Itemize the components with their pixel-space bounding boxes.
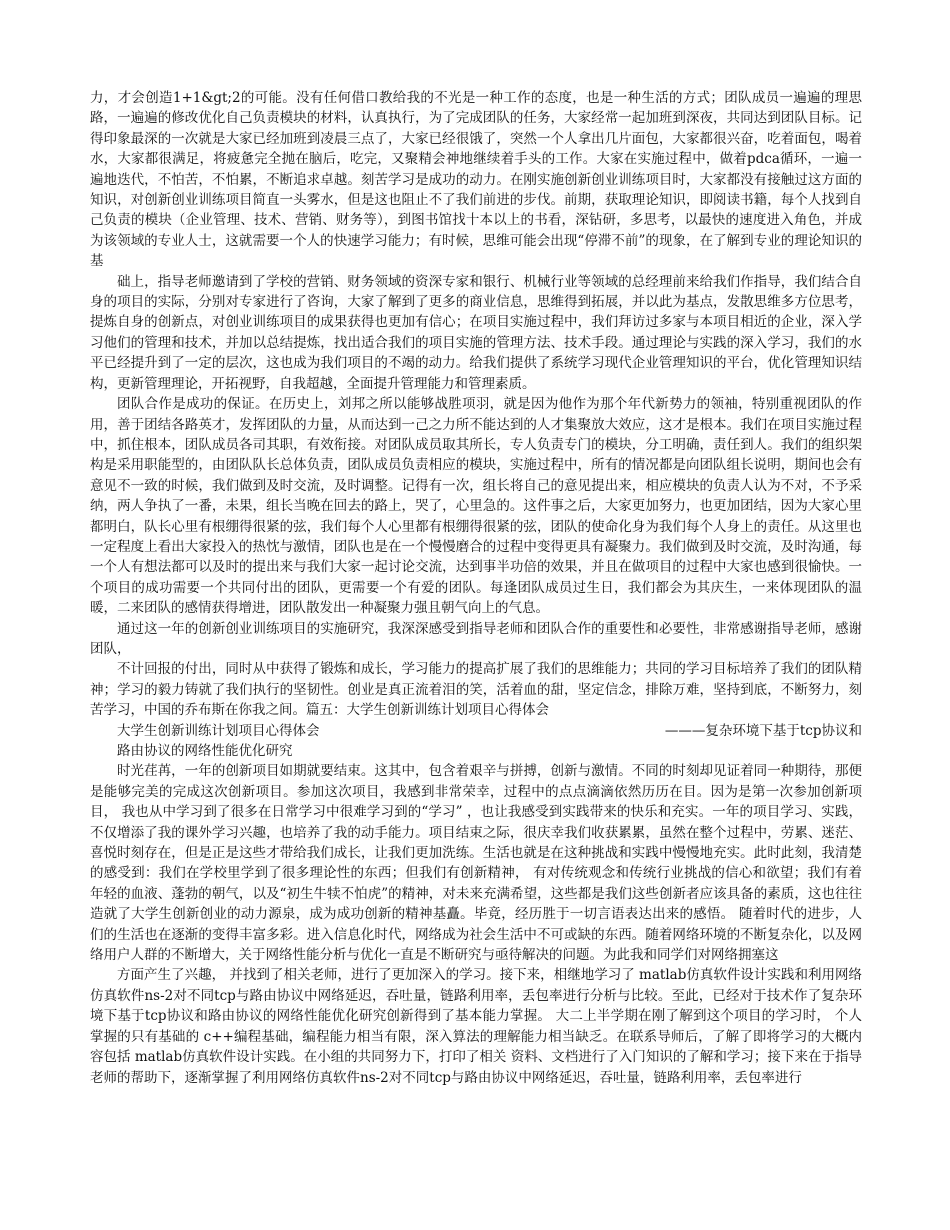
essay-subtitle-continued: 路由协议的网络性能优化研究 [117,743,293,759]
essay-subtitle: ———复杂环境下基于tcp协议和 [664,722,862,739]
paragraph-4: 通过这一年的创新创业训练项目的实施研究，我深深感受到指导老师和团队合作的重要性和必要性，非常感谢指导老师，感谢团队， [90,620,862,657]
paragraph-5: 不计回报的付出，同时从中获得了锻炼和成长，学习能力的提高扩展了我们的思维能力；共同的学习目标培养了我们的团队精神；学习的毅力铸就了我们执行的坚韧性。创业是真正流着泪的笑，活着血的甜，坚定信念，排除万难，坚持到底，不断努力，刻苦学习，中国的乔布斯在你我之间。篇五：大学生创新训练计划项目心得体会 [90,661,862,719]
paragraph-7: 方面产生了兴趣， 并找到了相关老师，进行了更加深入的学习。接下来，相继地学习了 matlab仿真软件设计实践和利用网络仿真软件ns-2对不同tcp与路由协议中网络延迟，吞吐量，链路利用率，丢包率进行分析与比较。至此，已经对于技术作了复杂环境下基于tcp协议和路由协议的网络性能优化研究创新得到了基本能力掌握。 大二上半学期在刚了解到这个项目的学习时， 个人掌握的只有基础的 c++编程基础，编程能力相当有限，深入算法的理解能力相当缺乏。在联系导师后，了解了即将学习的大概内容包括 matlab仿真软件设计实践。在小组的共同努力下，打印了相关 资料、文档进行了入门知识的了解和学习；接下来在于指导老师的帮助下，逐渐掌握了利用网络仿真软件ns-2对不同tcp与路由协议中网络延迟，吞吐量，链路利用率，丢包率进行 [90,967,862,1086]
paragraph-1: 力，才会创造1+1&gt;2的可能。没有任何借口教给我的不光是一种工作的态度，也是一种生活的方式；团队成员一遍遍的理思路，一遍遍的修改优化自己负责模块的材料，认真执行，为了完成团队的任务，大家经常一起加班到深夜，共同达到团队目标。记得印象最深的一次就是大家已经加班到凌晨三点了，大家已经很饿了，突然一个人拿出几片面包，大家都很兴奋，吃着面包，喝着水，大家都很满足，将疲惫完全抛在脑后，吃完，又聚精会神地继续着手头的工作。大家在实施过程中，做着pdca循环，一遍一遍地迭代，不怕苦，不怕累，不断追求卓越。刻苦学习是成功的动力。在刚实施创新创业训练项目时，大家都没有接触过这方面的知识，对创新创业训练项目简直一头雾水，但是这也阻止不了我们前进的步伐。前期，获取理论知识，即阅读书籍，每个人找到自己负责的模块（企业管理、技术、营销、财务等），到图书馆找十本以上的书看，深钻研，多思考，以最快的速度进入角色，并成为该领域的专业人士，这就需要一个人的快速学习能力；有时候，思维可能会出现“停滞不前”的现象，在了解到专业的理论知识的基 [90,90,862,270]
paragraph-6: 时光荏苒，一年的创新项目如期就要结束。这其中，包含着艰辛与拼搏，创新与激情。不同的时刻却见证着同一种期待，那便是能够完美的完成这次创新项目。参加这次项目，我感到非常荣幸，过程中的点点滴滴依然历历在目。因为是第一次参加创新项目， 我也从中学习到了很多在日常学习中很难学习到的“学习” ，也让我感受到实践带来的快乐和充实。一年的项目学习、实践，不仅增添了我的课外学习兴趣，也培养了我的动手能力。项目结束之际，很庆幸我们收获累累，虽然在整个过程中，劳累、迷茫、喜悦时刻存在，但是正是这些才带给我们成长，让我们更加洗练。生活也就是在这种挑战和实践中慢慢地充实。此时此刻，我清楚的感受到：我们在学校里学到了很多理论性的东西；但我们有创新精神， 有对传统观念和传统行业挑战的信心和欲望；我们有着年轻的血液、蓬勃的朝气，以及“初生牛犊不怕虎”的精神，对未来充满希望，这些都是我们这些创新者应该具备的素质，这也往往造就了大学生创新创业的动力源泉，成为成功创新的精神基矗。毕竟，经历胜于一切言语表达出来的感悟。 随着时代的进步，人们的生活也在逐渐的变得丰富多彩。进入信息化时代，网络成为社会生活中不可或缺的东西。随着网络环境的不断复杂化，以及网络用户人群的不断增大，关于网络性能分析与优化一直是不断研究与亟待解决的问题。为此我和同学们对网络拥塞这 [90,763,862,964]
essay-title: 大学生创新训练计划项目心得体会 [117,722,320,739]
essay-title-row [90,721,862,741]
paragraph-3: 团队合作是成功的保证。在历史上，刘邦之所以能够战胜项羽，就是因为他作为那个年代新势力的领袖，特别重视团队的作用，善于团结各路英才，发挥团队的力量，从而达到一己之力所不能达到的人才集聚放大效应，这才是根本。我们在项目实施过程中，抓住根本，团队成员各司其职，有效衔接。对团队成员取其所长，专人负责专门的模块，分工明确，责任到人。我们的组织架构是采用职能型的，由团队队长总体负责，团队成员负责相应的模块，实施过程中，所有的情况都是向团队组长说明，期间也会有意见不一致的时候，我们做到及时交流，及时调整。记得有一次，组长将自己的意见提出来，相应模块的负责人认为不对，不予采纳，两人争执了一番，未果，组长当晚在回去的路上，哭了，心里急的。这件事之后，大家更加努力，也更加团结，因为大家心里都明白，队长心里有根绷得很紧的弦，我们每个人心里都有根绷得很紧的弦，团队的使命化身为我们每个人身上的责任。从这里也一定程度上看出大家投入的热忱与激情，团队也是在一个慢慢磨合的过程中变得更具有凝聚力。我们做到及时交流，及时沟通，每一个人有想法都可以及时的提出来与我们大家一起讨论交流，达到事半功倍的效果，并且在做项目的过程中大家也感到很愉快。一个项目的成功需要一个共同付出的团队，更需要一个有爱的团队。每逢团队成员过生日，我们都会为其庆生，一来体现团队的温暖，二来团队的感情获得增进，团队散发出一种凝聚力强且朝气向上的气息。 [90,396,862,617]
paragraph-2: 础上，指导老师邀请到了学校的营销、财务领域的资深专家和银行、机械行业等领域的总经理前来给我们作指导，我们结合自身的项目的实际，分别对专家进行了咨询，大家了解到了更多的商业信息，思维得到拓展，并以此为基点，发散思维多方位思考，提炼自身的创新点，对创业训练项目的成果获得也更加有信心；在项目实施过程中，我们拜访过多家与本项目相近的企业，深入学习他们的管理和技术，并加以总结提炼，找出适合我们的项目实施的管理方法、技术手段。通过理论与实践的深入学习，我们的水平已经提升到了一定的层次，这也成为我们项目的不竭的动力。给我们提供了系统学习现代企业管理知识的平台，优化管理知识结构，更新管理理论，开拓视野，自我超越，全面提升管理能力和管理素质。 [90,273,862,392]
document-page [90,88,862,1088]
